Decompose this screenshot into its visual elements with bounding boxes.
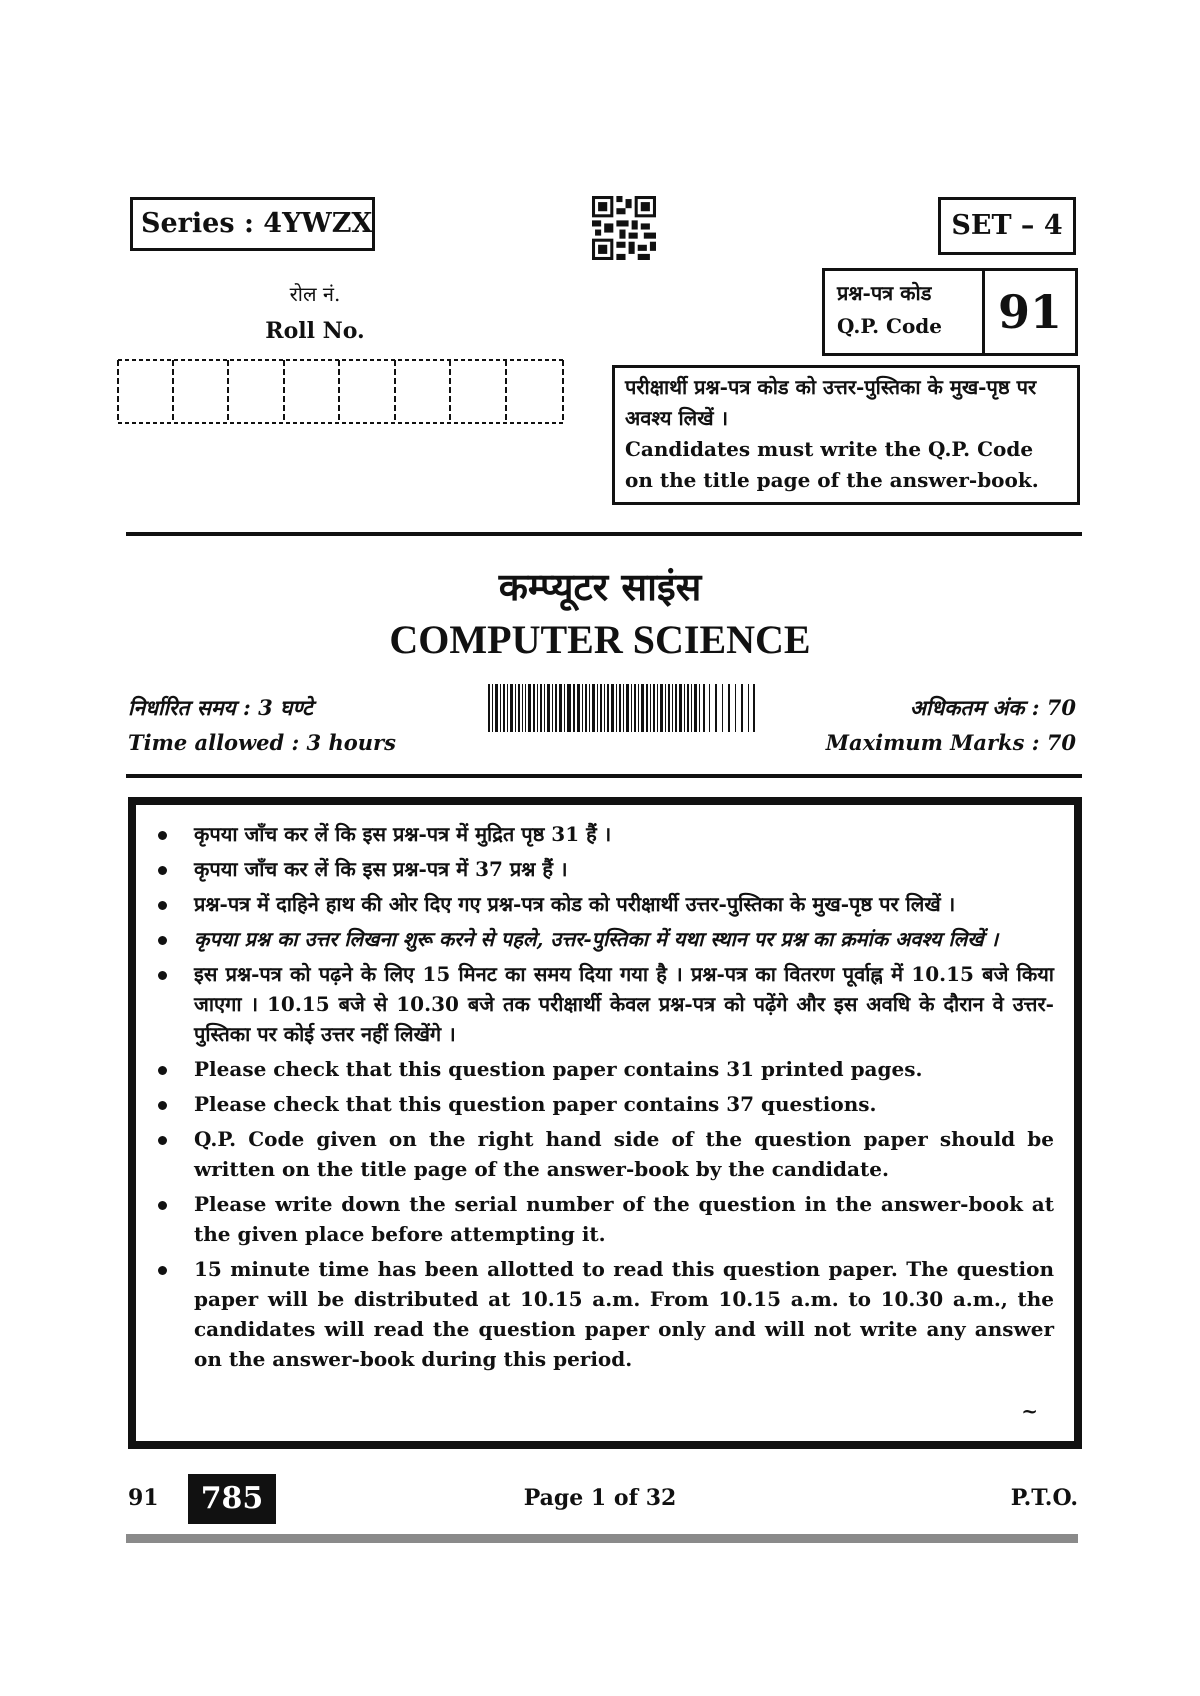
candidate-note-english: Candidates must write the Q.P. Code on the title page of the answer-book. [625,437,1039,492]
roll-number-label: Roll No. [265,318,365,344]
divider-middle [126,774,1082,778]
list-item: कृपया जाँच कर लें कि इस प्रश्न-पत्र में 37 प्रश्न हैं । [158,854,1054,884]
bullet-icon [158,936,167,945]
list-item: कृपया प्रश्न का उत्तर लिखना शुरू करने से पहले, उत्तर-पुस्तिका में यथा स्थान पर प्रश्न का क्रमांक अवश्य लिखें । [158,924,1054,954]
roll-number-boxes[interactable] [117,359,564,424]
bullet-icon [158,901,167,910]
instructions-list [158,819,1054,1374]
bullet-icon [158,1266,167,1275]
candidate-note-box [612,365,1080,505]
continuation-mark: ~ [1021,1399,1038,1423]
candidate-note-hindi: परीक्षार्थी प्रश्न-पत्र कोड को उत्तर-पुस्तिका के मुख-पृष्ठ पर अवश्य लिखें । [625,375,1037,430]
bullet-icon [158,1136,167,1145]
series-label: Series : 4YWZX [130,197,375,251]
maximum-marks-hindi: अधिकतम अंक : 70 [909,695,1076,720]
list-item: कृपया जाँच कर लें कि इस प्रश्न-पत्र में मुद्रित पृष्ठ 31 हैं । [158,819,1054,849]
bullet-icon [158,831,167,840]
list-item: Q.P. Code given on the right hand side of the question paper should be written on the title page of the answer-book by the candidate. [158,1124,1054,1184]
qp-code-value: 91 [997,285,1062,339]
qp-code-label-english: Q.P. Code [837,314,943,338]
roll-number-label-hindi: रोल नं. [289,282,341,306]
qp-code-label-hindi: प्रश्न-पत्र कोड [837,281,932,305]
qp-code-label [825,271,985,353]
page-number: Page 1 of 32 [523,1485,677,1511]
barcode-icon [488,684,756,732]
list-item: Please write down the serial number of the question in the answer-book at the given place before attempting it. [158,1189,1054,1249]
qr-code-icon [592,196,656,260]
subject-title-hindi: कम्प्यूटर साइंस [498,564,702,609]
bullet-icon [158,1101,167,1110]
qp-code-box [822,268,1078,356]
maximum-marks: Maximum Marks : 70 [825,730,1076,755]
time-allowed: Time allowed : 3 hours [128,730,396,755]
please-turn-over: P.T.O. [1010,1485,1078,1511]
list-item: 15 minute time has been allotted to read this question paper. The question paper will be distributed at 10.15 a.m. From 10.15 a.m. to 10.30 a.m., the candidates will read the question paper only and will not write any answer on the answer-book during this period. [158,1254,1054,1374]
set-label: SET – 4 [938,197,1076,255]
subject-title: COMPUTER SCIENCE [389,617,811,662]
footer-bar [126,1534,1078,1543]
bullet-icon [158,866,167,875]
time-allowed-hindi: निर्धारित समय : 3 घण्टे [128,695,313,720]
instructions-box [128,797,1082,1449]
bullet-icon [158,1066,167,1075]
divider-top [126,532,1082,536]
bullet-icon [158,971,167,980]
list-item: इस प्रश्न-पत्र को पढ़ने के लिए 15 मिनट का समय दिया गया है । प्रश्न-पत्र का वितरण पूर्वाह्न में 10.15 बजे किया जाएगा । 10.15 बजे से 10.30 बजे तक परीक्षार्थी केवल प्रश्न-पत्र को पढ़ेंगे और इस अवधि के दौरान वे उत्तर-पुस्तिका पर कोई उत्तर नहीं लिखेंगे । [158,959,1054,1049]
footer-number-badge: 785 [188,1474,276,1524]
footer-qp-code: 91 [128,1485,159,1511]
list-item: प्रश्न-पत्र में दाहिने हाथ की ओर दिए गए प्रश्न-पत्र कोड को परीक्षार्थी उत्तर-पुस्तिका के मुख-पृष्ठ पर लिखें । [158,889,1054,919]
list-item: Please check that this question paper contains 31 printed pages. [158,1054,1054,1084]
list-item: Please check that this question paper contains 37 questions. [158,1089,1054,1119]
bullet-icon [158,1201,167,1210]
